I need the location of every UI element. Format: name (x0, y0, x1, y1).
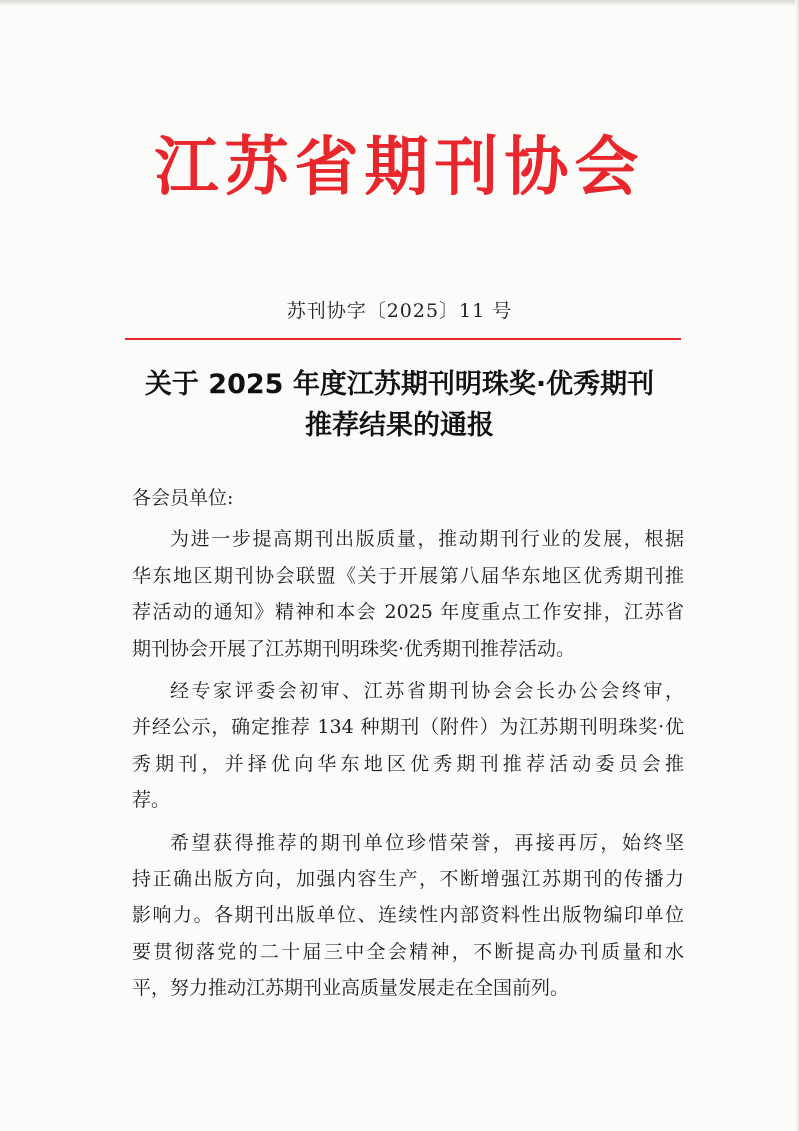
paragraph-line: 要贯彻落党的二十届三中全会精神，不断提高办刊质量和水 (132, 940, 684, 963)
notice-title-line-2: 推荐结果的通报 (305, 410, 494, 441)
paragraph-line: 荐。 (132, 789, 171, 812)
paragraph-line: 平，努力推动江苏期刊业高质量发展走在全国前列。 (132, 977, 570, 1000)
paragraph-3 (132, 825, 684, 1007)
paragraph-line: 影响力。各期刊出版单位、连续性内部资料性出版物编印单位 (132, 904, 684, 927)
scan-edge-top (0, 0, 799, 6)
red-separator-rule (125, 338, 681, 340)
paragraph-line: 秀期刊，并择优向华东地区优秀期刊推荐活动委员会推 (132, 752, 684, 775)
document-number: 苏刊协字〔2025〕11 号 (286, 300, 513, 322)
paragraph-1 (132, 521, 684, 667)
notice-body (132, 480, 684, 1013)
paragraph-2 (132, 673, 684, 819)
paragraph-line: 荐活动的通知》精神和本会 2025 年度重点工作安排，江苏省 (132, 601, 684, 624)
notice-title-line-1: 关于 2025 年度江苏期刊明珠奖·优秀期刊 (144, 369, 655, 400)
paragraph-line: 并经公示，确定推荐 134 种期刊（附件）为江苏期刊明珠奖·优 (132, 716, 684, 739)
paragraph-line: 经专家评委会初审、江苏省期刊协会会长办公会终审， (170, 680, 684, 703)
masthead-organization: 江苏省期刊协会 (154, 131, 645, 205)
notice-title (0, 364, 799, 446)
salutation: 各会员单位: (132, 487, 234, 509)
paragraph-line: 期刊协会开展了江苏期刊明珠奖·优秀期刊推荐活动。 (132, 637, 576, 660)
paragraph-line: 为进一步提高期刊出版质量，推动期刊行业的发展，根据 (170, 528, 684, 551)
paragraph-line: 希望获得推荐的期刊单位珍惜荣誉，再接再厉，始终坚 (170, 831, 684, 854)
paragraph-line: 持正确出版方向，加强内容生产，不断增强江苏期刊的传播力 (132, 868, 684, 891)
paragraph-line: 华东地区期刊协会联盟《关于开展第八届华东地区优秀期刊推 (132, 564, 684, 587)
